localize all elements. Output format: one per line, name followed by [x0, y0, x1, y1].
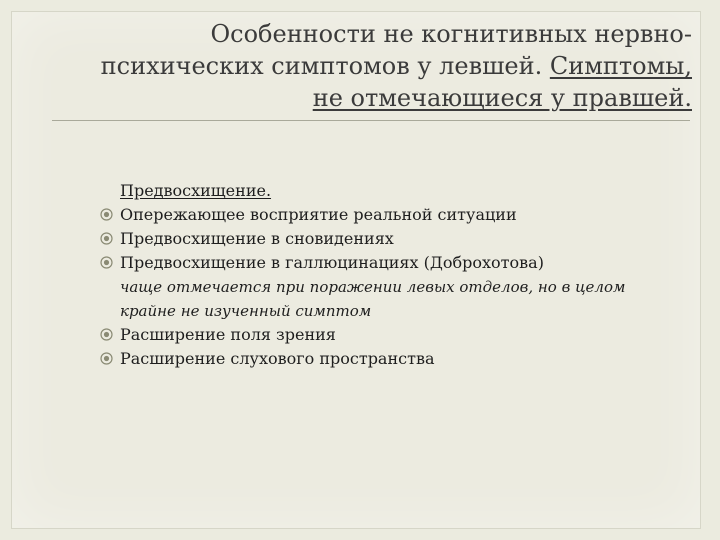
list-item	[100, 227, 690, 251]
list-item-label: Опережающее восприятие реальной ситуации	[120, 205, 517, 224]
list-item-label: Расширение слухового пространства	[120, 349, 435, 368]
title-line-1: Особенности не когнитивных нервно-	[210, 20, 692, 48]
list-item-label: Предвосхищение в сновидениях	[120, 229, 394, 248]
bullet-icon	[100, 352, 113, 365]
slide-body	[100, 179, 690, 371]
lead-text: Предвосхищение.	[120, 181, 272, 200]
note-line-1: чаще отмечается при поражении левых отделов, но в целом	[120, 278, 626, 296]
bullet-icon	[100, 256, 113, 269]
bullet-icon	[100, 328, 113, 341]
bullet-icon	[100, 232, 113, 245]
title-line-2-part-2: Симптомы,	[549, 52, 692, 80]
title-line-2	[52, 50, 692, 82]
title-line-2-part-1: психических симптомов у левшей.	[100, 52, 550, 80]
list-item	[100, 251, 690, 275]
title-line-3: не отмечающиеся у правшей.	[312, 84, 692, 112]
list-item	[100, 203, 690, 227]
slide-title	[52, 18, 692, 114]
list-item	[100, 347, 690, 371]
list-item	[100, 323, 690, 347]
bullet-icon	[100, 208, 113, 221]
list-item-label: Предвосхищение в галлюцинациях (Доброхотова)	[120, 253, 544, 272]
list-item-label: Расширение поля зрения	[120, 325, 336, 344]
note-line-2: крайне не изученный симптом	[120, 302, 372, 320]
title-divider	[52, 120, 690, 121]
